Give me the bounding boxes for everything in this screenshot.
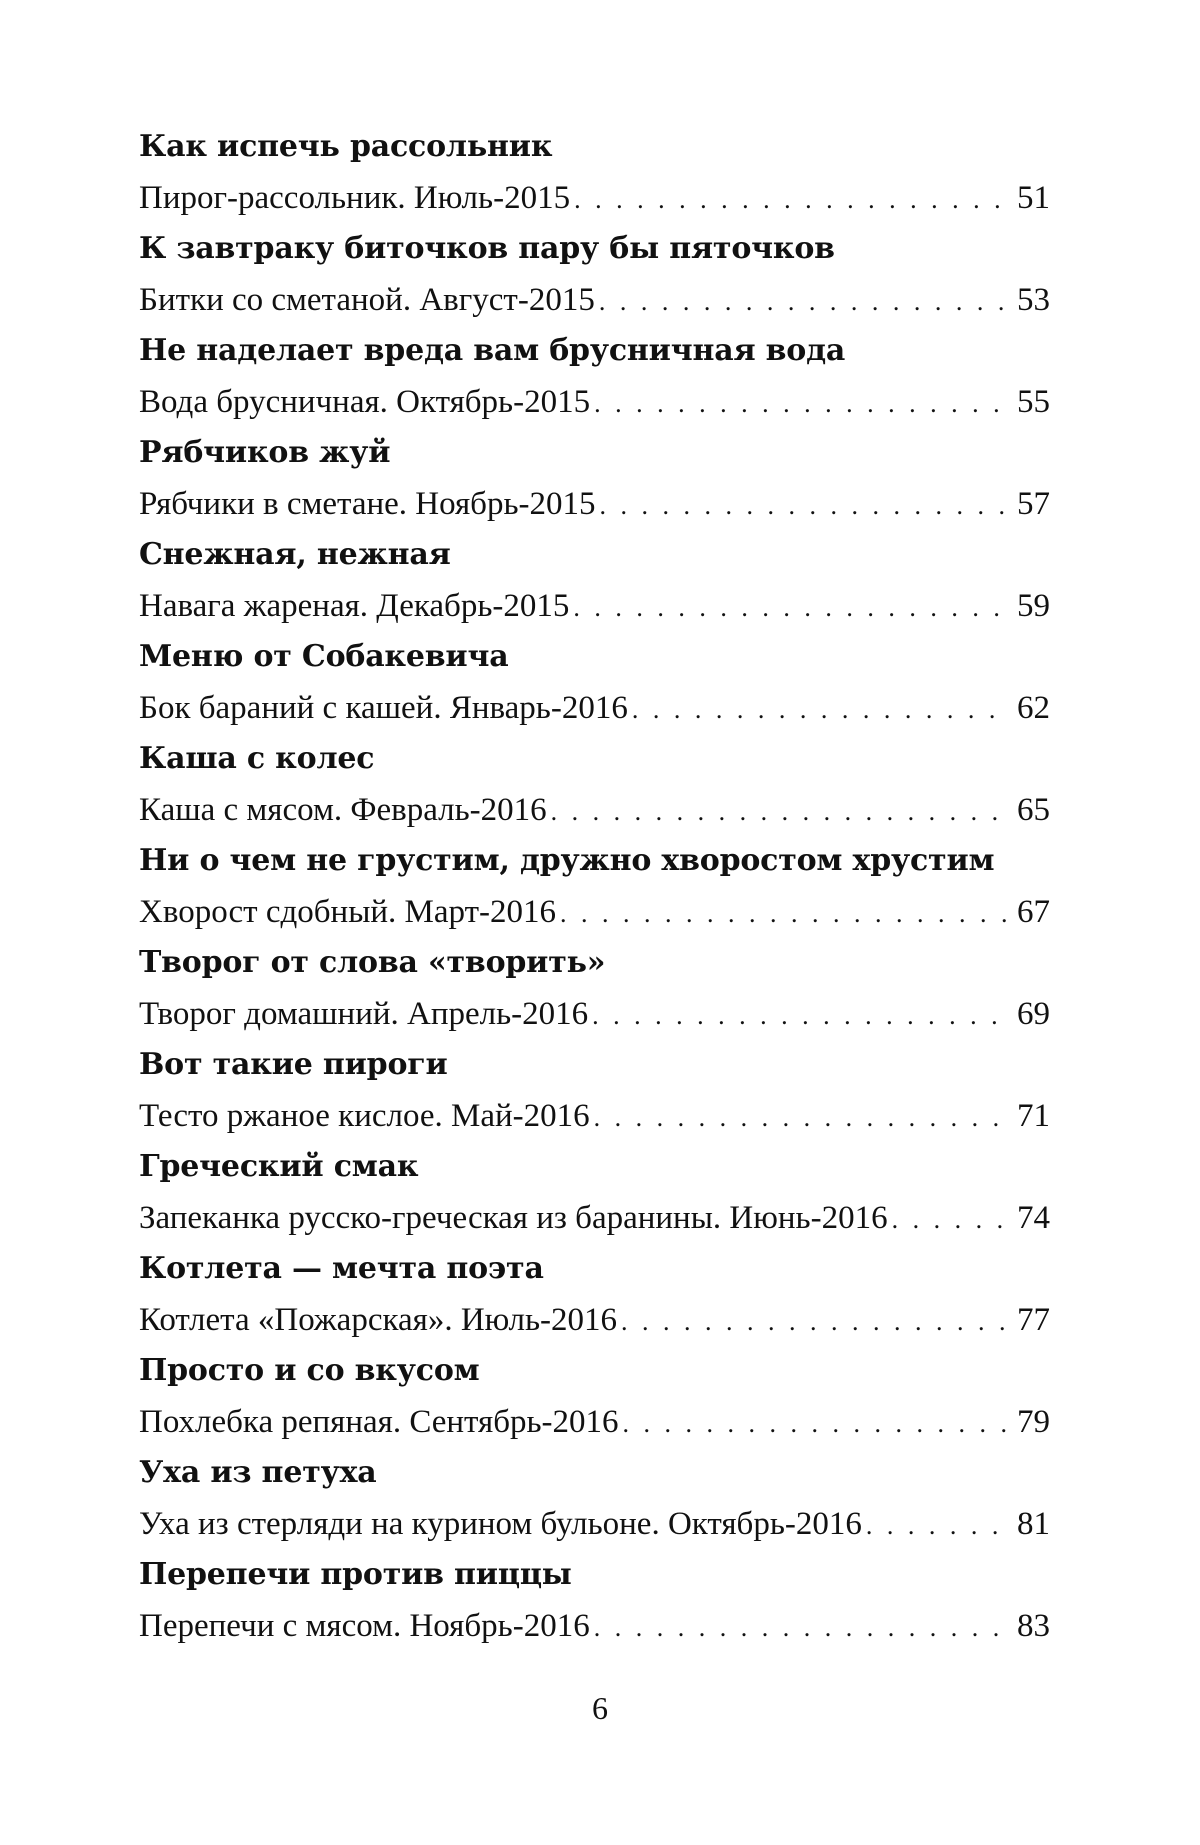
- dot-leader: [599, 275, 1011, 329]
- toc-entry-page: 81: [1017, 1506, 1050, 1542]
- toc-entry-page: 77: [1017, 1302, 1050, 1338]
- toc-entry-line: [139, 1599, 1050, 1655]
- toc-entry-page: 67: [1017, 894, 1050, 930]
- toc-entry-line: [139, 1497, 1050, 1553]
- toc-entry-line: [139, 885, 1050, 941]
- toc-entry-heading: Вот такие пироги: [139, 1047, 448, 1082]
- dot-leader: [600, 479, 1011, 533]
- toc-entry-title: Котлета «Пожарская». Июль-2016: [139, 1302, 618, 1338]
- table-of-contents: [139, 125, 1050, 1655]
- dot-leader: [621, 1295, 1011, 1349]
- toc-entry-page: 51: [1017, 180, 1050, 216]
- toc-entry-line: [139, 681, 1050, 737]
- toc-entry-line: [139, 171, 1050, 227]
- toc-entry-title: Рябчики в сметане. Ноябрь-2015: [139, 486, 596, 522]
- toc-entry-title: Каша с мясом. Февраль-2016: [139, 792, 547, 828]
- toc-entry-page: 62: [1017, 690, 1050, 726]
- toc-entry-title: Пирог-рассольник. Июль-2015: [139, 180, 571, 216]
- toc-entry-line: [139, 1089, 1050, 1145]
- toc-entry-title: Уха из стерляди на курином бульоне. Октябрь-2016: [139, 1506, 862, 1542]
- dot-leader: [632, 683, 1011, 737]
- toc-entry-title: Битки со сметаной. Август-2015: [139, 282, 595, 318]
- toc-entry: [139, 635, 1050, 737]
- toc-entry-heading: Меню от Собакевича: [139, 639, 509, 674]
- toc-entry-page: 71: [1017, 1098, 1050, 1134]
- toc-entry-title: Вода брусничная. Октябрь-2015: [139, 384, 591, 420]
- toc-entry: [139, 737, 1050, 839]
- dot-leader: [623, 1397, 1011, 1451]
- toc-entry: [139, 431, 1050, 533]
- toc-entry-line: [139, 1191, 1050, 1247]
- toc-entry-page: 69: [1017, 996, 1050, 1032]
- toc-entry: [139, 839, 1050, 941]
- toc-entry-page: 59: [1017, 588, 1050, 624]
- dot-leader: [573, 581, 1011, 635]
- toc-entry-line: [139, 783, 1050, 839]
- toc-entry-heading: Уха из петуха: [139, 1455, 377, 1490]
- toc-entry-title: Навага жареная. Декабрь-2015: [139, 588, 570, 624]
- toc-entry-heading: Каша с колес: [139, 741, 375, 776]
- toc-entry-page: 57: [1017, 486, 1050, 522]
- dot-leader: [866, 1499, 1011, 1553]
- toc-entry-line: [139, 987, 1050, 1043]
- dot-leader: [594, 1601, 1011, 1655]
- toc-entry-heading: Творог от слова «творить»: [139, 945, 606, 980]
- toc-entry-heading: Перепечи против пиццы: [139, 1557, 572, 1592]
- toc-entry-title: Запеканка русско-греческая из баранины. Июнь-2016: [139, 1200, 888, 1236]
- toc-entry-title: Похлебка репяная. Сентябрь-2016: [139, 1404, 619, 1440]
- toc-entry: [139, 941, 1050, 1043]
- toc-entry-heading: Как испечь рассольник: [139, 129, 553, 164]
- toc-entry-line: [139, 1293, 1050, 1349]
- toc-entry-title: Бок бараний с кашей. Январь-2016: [139, 690, 628, 726]
- toc-entry-heading: Не наделает вреда вам брусничная вода: [139, 333, 846, 368]
- toc-entry-page: 79: [1017, 1404, 1050, 1440]
- toc-entry: [139, 1349, 1050, 1451]
- page-number: 6: [592, 1690, 608, 1726]
- toc-entry-line: [139, 477, 1050, 533]
- toc-entry: [139, 125, 1050, 227]
- toc-entry: [139, 1451, 1050, 1553]
- toc-entry-line: [139, 1395, 1050, 1451]
- dot-leader: [551, 785, 1011, 839]
- toc-entry-title: Тесто ржаное кислое. Май-2016: [139, 1098, 590, 1134]
- dot-leader: [560, 887, 1011, 941]
- toc-entry-heading: Котлета — мечта поэта: [139, 1251, 544, 1286]
- toc-entry-heading: Греческий смак: [139, 1149, 419, 1184]
- toc-entry: [139, 1043, 1050, 1145]
- toc-entry-page: 53: [1017, 282, 1050, 318]
- dot-leader: [594, 377, 1011, 431]
- toc-entry: [139, 1247, 1050, 1349]
- dot-leader: [574, 173, 1011, 227]
- toc-entry: [139, 1145, 1050, 1247]
- toc-entry-line: [139, 579, 1050, 635]
- toc-entry-heading: Ни о чем не грустим, дружно хворостом хрустим: [139, 843, 995, 878]
- toc-entry-line: [139, 375, 1050, 431]
- toc-entry-page: 74: [1017, 1200, 1050, 1236]
- toc-entry-heading: К завтраку биточков пару бы пяточков: [139, 231, 835, 266]
- toc-entry: [139, 533, 1050, 635]
- toc-entry-line: [139, 273, 1050, 329]
- toc-entry-page: 55: [1017, 384, 1050, 420]
- toc-entry: [139, 329, 1050, 431]
- dot-leader: [892, 1193, 1011, 1247]
- toc-entry: [139, 1553, 1050, 1655]
- toc-entry-heading: Снежная, нежная: [139, 537, 451, 572]
- toc-entry-page: 83: [1017, 1608, 1050, 1644]
- dot-leader: [594, 1091, 1011, 1145]
- toc-entry-heading: Рябчиков жуй: [139, 435, 391, 470]
- toc-entry-title: Хворост сдобный. Март-2016: [139, 894, 557, 930]
- toc-entry-title: Творог домашний. Апрель-2016: [139, 996, 589, 1032]
- dot-leader: [592, 989, 1011, 1043]
- toc-entry-title: Перепечи с мясом. Ноябрь-2016: [139, 1608, 590, 1644]
- toc-entry-page: 65: [1017, 792, 1050, 828]
- toc-entry: [139, 227, 1050, 329]
- toc-entry-heading: Просто и со вкусом: [139, 1353, 480, 1388]
